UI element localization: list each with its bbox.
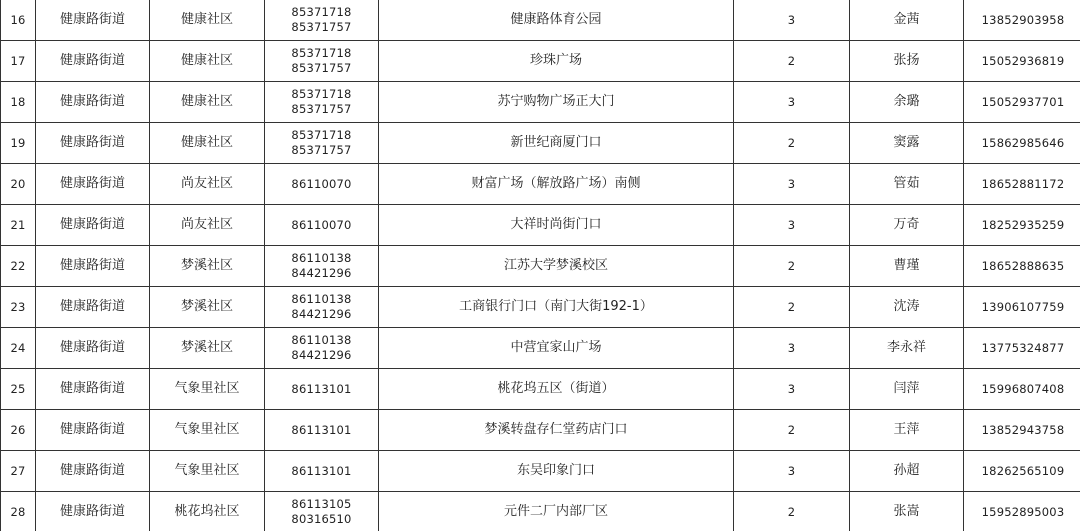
mobile-cell: 18652888635 [964,246,1080,287]
community-phone-number: 85371718 [291,5,352,19]
community-phone-number: 84421296 [291,348,352,362]
community-phone-cell [265,328,379,369]
count-cell: 2 [734,287,850,328]
contact-name-cell: 窦露 [850,123,964,164]
community-phone-cell [265,246,379,287]
count-cell: 3 [734,328,850,369]
location-cell: 苏宁购物广场正大门 [379,82,734,123]
street-cell: 健康路街道 [36,369,150,410]
street-cell: 健康路街道 [36,41,150,82]
row-index-cell: 20 [1,164,36,205]
community-phone-number: 85371718 [291,87,352,101]
contact-name-cell: 李永祥 [850,328,964,369]
community-phone-number: 80316510 [291,512,352,526]
community-phone-number: 85371757 [291,102,352,116]
community-phone-cell [265,492,379,531]
contact-name-cell: 万奇 [850,205,964,246]
count-cell: 2 [734,123,850,164]
mobile-cell: 15952895003 [964,492,1080,531]
row-index-cell: 16 [1,0,36,41]
row-index-cell: 17 [1,41,36,82]
mobile-cell: 15996807408 [964,369,1080,410]
row-index-cell: 28 [1,492,36,531]
community-cell: 健康社区 [150,82,265,123]
street-cell: 健康路街道 [36,410,150,451]
community-cell: 尚友社区 [150,205,265,246]
table-row [1,123,1080,164]
count-cell: 3 [734,82,850,123]
count-cell: 3 [734,164,850,205]
community-cell: 健康社区 [150,0,265,41]
location-cell: 江苏大学梦溪校区 [379,246,734,287]
community-phone-number: 86110070 [291,176,352,191]
count-cell: 3 [734,369,850,410]
mobile-cell: 13852943758 [964,410,1080,451]
community-phone-number: 85371757 [291,143,352,157]
row-index-cell: 27 [1,451,36,492]
location-cell: 梦溪转盘存仁堂药店门口 [379,410,734,451]
community-cell: 梦溪社区 [150,287,265,328]
community-cell: 气象里社区 [150,369,265,410]
community-phone-number: 86113105 [291,497,352,511]
table-row [1,205,1080,246]
community-phone-cell [265,410,379,451]
count-cell: 3 [734,0,850,41]
row-index-cell: 21 [1,205,36,246]
count-cell: 2 [734,410,850,451]
community-phone-number: 85371757 [291,61,352,75]
location-cell: 财富广场（解放路广场）南侧 [379,164,734,205]
community-phone-cell [265,41,379,82]
row-index-cell: 23 [1,287,36,328]
contact-name-cell: 沈涛 [850,287,964,328]
table-row [1,287,1080,328]
community-phone-number: 85371718 [291,46,352,60]
community-phone-number: 86110138 [291,292,352,306]
row-index-cell: 18 [1,82,36,123]
street-cell: 健康路街道 [36,451,150,492]
mobile-cell: 18262565109 [964,451,1080,492]
street-cell: 健康路街道 [36,0,150,41]
contact-name-cell: 张嵩 [850,492,964,531]
contact-name-cell: 金茜 [850,0,964,41]
community-phone-number: 84421296 [291,266,352,280]
community-cell: 健康社区 [150,41,265,82]
count-cell: 3 [734,205,850,246]
location-cell: 东吴印象门口 [379,451,734,492]
mobile-cell: 13906107759 [964,287,1080,328]
contact-name-cell: 王萍 [850,410,964,451]
contact-name-cell: 曹瑾 [850,246,964,287]
mobile-cell: 15052936819 [964,41,1080,82]
contact-name-cell: 管茹 [850,164,964,205]
table-row [1,41,1080,82]
community-phone-number: 86110070 [291,217,352,232]
row-index-cell: 22 [1,246,36,287]
table-row [1,164,1080,205]
community-cell: 梦溪社区 [150,246,265,287]
street-cell: 健康路街道 [36,287,150,328]
contact-name-cell: 余璐 [850,82,964,123]
location-cell: 元件二厂内部厂区 [379,492,734,531]
mobile-cell: 18652881172 [964,164,1080,205]
street-cell: 健康路街道 [36,82,150,123]
row-index-cell: 24 [1,328,36,369]
community-phone-cell [265,164,379,205]
location-cell: 珍珠广场 [379,41,734,82]
community-cell: 气象里社区 [150,410,265,451]
community-phone-cell [265,451,379,492]
community-phone-number: 84421296 [291,307,352,321]
roster-body [1,0,1080,531]
count-cell: 2 [734,492,850,531]
community-phone-number: 86113101 [291,463,352,478]
table-row [1,246,1080,287]
community-cell: 梦溪社区 [150,328,265,369]
table-row [1,82,1080,123]
community-phone-cell [265,123,379,164]
street-cell: 健康路街道 [36,328,150,369]
street-cell: 健康路街道 [36,164,150,205]
table-row [1,451,1080,492]
count-cell: 2 [734,246,850,287]
table-row [1,369,1080,410]
contact-name-cell: 闫萍 [850,369,964,410]
location-cell: 工商银行门口（南门大街192-1） [379,287,734,328]
mobile-cell: 13852903958 [964,0,1080,41]
community-phone-cell [265,0,379,41]
community-phone-cell [265,287,379,328]
location-cell: 大祥时尚街门口 [379,205,734,246]
community-cell: 气象里社区 [150,451,265,492]
table-row [1,492,1080,531]
mobile-cell: 15052937701 [964,82,1080,123]
street-cell: 健康路街道 [36,123,150,164]
mobile-cell: 13775324877 [964,328,1080,369]
row-index-cell: 26 [1,410,36,451]
mobile-cell: 15862985646 [964,123,1080,164]
community-cell: 健康社区 [150,123,265,164]
count-cell: 3 [734,451,850,492]
contact-name-cell: 孙超 [850,451,964,492]
location-cell: 中营宜家山广场 [379,328,734,369]
community-phone-cell [265,369,379,410]
contact-name-cell: 张扬 [850,41,964,82]
table-row [1,0,1080,41]
street-cell: 健康路街道 [36,205,150,246]
table-row [1,410,1080,451]
location-cell: 桃花坞五区（街道） [379,369,734,410]
location-cell: 新世纪商厦门口 [379,123,734,164]
community-phone-number: 85371718 [291,128,352,142]
community-phone-number: 86110138 [291,333,352,347]
community-phone-number: 85371757 [291,20,352,34]
community-phone-number: 86113101 [291,381,352,396]
community-cell: 桃花坞社区 [150,492,265,531]
count-cell: 2 [734,41,850,82]
community-phone-cell [265,205,379,246]
row-index-cell: 19 [1,123,36,164]
community-phone-cell [265,82,379,123]
community-cell: 尚友社区 [150,164,265,205]
row-index-cell: 25 [1,369,36,410]
mobile-cell: 18252935259 [964,205,1080,246]
street-cell: 健康路街道 [36,246,150,287]
street-cell: 健康路街道 [36,492,150,531]
location-cell: 健康路体育公园 [379,0,734,41]
community-phone-number: 86113101 [291,422,352,437]
community-phone-number: 86110138 [291,251,352,265]
table-row [1,328,1080,369]
